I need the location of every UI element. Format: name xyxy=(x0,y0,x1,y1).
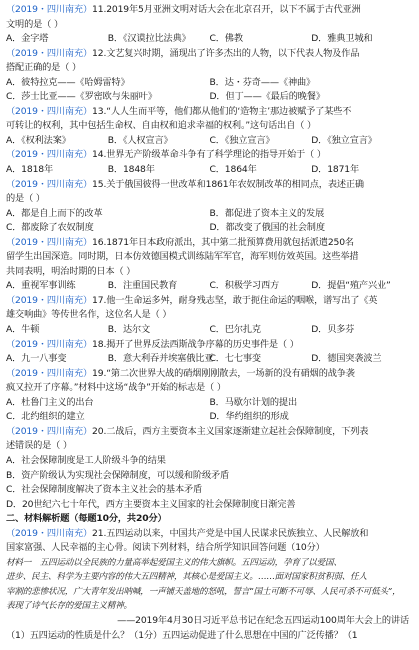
question-number: 21. xyxy=(92,527,107,539)
option-b: B．意大利吞并埃塞俄比亚 xyxy=(107,353,214,365)
option-a: A．社会保障制度是工人阶级斗争的结果 xyxy=(6,454,166,466)
q19-stem-line-1: （2019・四川南充）19.“第二次世界大战的硝烟刚刚散去，一场新的没有硝烟的战争袭 xyxy=(6,367,355,379)
q16-options xyxy=(6,279,413,294)
question-number: 14. xyxy=(92,149,107,161)
option-a: A．牛顿 xyxy=(6,324,40,336)
source-tag: （2019・四川南充） xyxy=(6,527,93,539)
question-number: 18. xyxy=(92,338,107,350)
option-b: B．都促进了资本主义的发展 xyxy=(209,207,325,219)
option-c: C．社会保障制度解决了资本主义社会的基本矛盾 xyxy=(6,484,203,496)
source-tag: （2019・四川南充） xyxy=(6,4,93,15)
q19-options-row-1 xyxy=(6,396,413,411)
option-b: B．达・芬奇——《神曲》 xyxy=(209,76,316,88)
option-d: D．《独立宣言》 xyxy=(311,134,377,146)
material-excerpt-line-1: 材料一 五四运动以全民族的力量高举起爱国主义的伟大旗帜。五四运动，孕育了以爱国、 xyxy=(6,557,342,568)
material-excerpt-line-2: 进步、民主、科学为主要内容的伟大五四精神，其核心是爱国主义。……面对国家积贫积弱、任人 xyxy=(6,572,367,583)
source-tag: （2019・四川南充） xyxy=(6,425,93,437)
question-number: 11. xyxy=(92,4,107,15)
option-b: B．《人权宣言》 xyxy=(107,134,173,146)
q12-options-row-2 xyxy=(6,90,413,105)
q14-stem-line-1: （2019・四川南充）14.世界无产阶级革命斗争有了科学理论的指导开始于（ ） xyxy=(6,149,326,161)
sub-question-1: （1）五四运动的性质是什么？（1分）五四运动促进了什么思想在中国的广泛传播？（1 xyxy=(6,629,358,641)
question-number: 17. xyxy=(92,294,107,306)
q15-stem-line-1: （2019・四川南充）15.关于俄国彼得一世改革和1861年农奴制改革的相同点，表述正确 xyxy=(6,178,364,190)
q17-stem-line-2: 雄交响曲》等传世名作，这位名人是（ ） xyxy=(6,309,172,321)
material-excerpt-line-3: 宰割的悲惨状况，广大青年发出呐喊，一声铺天盖地的怒吼，誓言“国土可断不可辱、人民可杀不可低头”， xyxy=(6,586,401,597)
q17-stem-line-1: （2019・四川南充）17.他一生命运多舛，耐身残志坚，敢于扼住命运的咽喉，谱写出了《英 xyxy=(6,294,378,306)
question-number: 20. xyxy=(92,425,107,437)
q12-stem-line-1: （2019・四川南充）12.文艺复兴时期，涌现出了许多杰出的人物，以下代表人物及作品 xyxy=(6,47,360,59)
option-d: D．都改变了俄国的社会制度 xyxy=(209,222,325,234)
q13-stem-line-1: （2019・四川南充）13.“人人生而平等，他们都从他们的‘造物主’那边被赋予了某些不 xyxy=(6,105,352,117)
section-heading: 二、材料解析题（每题10分，共20分） xyxy=(6,513,167,525)
question-number: 15. xyxy=(92,178,107,190)
option-c: C．巴尔扎克 xyxy=(209,324,261,336)
q15-options-row-1 xyxy=(6,207,413,222)
q20-stem-line-2: 述错误的是（ ） xyxy=(6,440,73,452)
option-b: B．注重国民教育 xyxy=(107,280,178,292)
option-a: A．《权利法案》 xyxy=(6,134,71,146)
q21-stem-line-1: （2019・四川南充）21.五四运动以来，中国共产党是中国人民谋求民族独立、人民解放和 xyxy=(6,527,369,539)
option-b: B．《汉谟拉比法典》 xyxy=(107,33,191,45)
option-c: C．莎士比亚——《罗密欧与朱丽叶》 xyxy=(6,91,157,103)
option-a: A．重视军事训练 xyxy=(6,280,76,292)
q20-stem-line-1: （2019・四川南充）20.二战后，西方主要资本主义国家逐渐建立起社会保障制度，下列表 xyxy=(6,425,369,437)
q15-stem-line-2: 的是（ ） xyxy=(6,193,45,205)
option-a: A．杜鲁门主义的出台 xyxy=(6,396,94,408)
option-a: A．金字塔 xyxy=(6,33,49,45)
q11-stem-line-2: 文明的是（ ） xyxy=(6,18,63,30)
option-c: C．都废除了农奴制度 xyxy=(6,222,94,234)
material-citation: ——2019年4月30日习近平总书记在纪念五四运动100周年大会上的讲话 xyxy=(117,614,409,626)
option-c: C．北约组织的建立 xyxy=(6,411,85,423)
option-c: C．积极学习西方 xyxy=(209,280,280,292)
source-tag: （2019・四川南充） xyxy=(6,236,93,248)
q16-stem-line-2: 留学生出国深造。同时期，日本仿效德国模式训练陆军军官，海军则仿效英国。这些举措 xyxy=(6,251,359,263)
option-c: C．七七事变 xyxy=(209,353,261,365)
q21-stem-line-2: 国家富强、人民幸福的主心骨。阅读下列材料，结合所学知识回答问题（10分） xyxy=(6,542,325,554)
source-tag: （2019・四川南充） xyxy=(6,338,93,350)
option-a: A．彼特拉克——《哈姆雷特》 xyxy=(6,76,130,88)
q13-options xyxy=(6,134,413,149)
option-d: D．贝多芬 xyxy=(311,324,355,336)
option-b: B．资产阶级认为实现社会保障制度，可以缓和阶级矛盾 xyxy=(6,469,230,481)
option-d: D．华约组织的形成 xyxy=(209,411,289,423)
question-number: 19. xyxy=(92,367,107,379)
option-c: C．《独立宣言》 xyxy=(209,134,275,146)
material-excerpt-line-4: 表现了诗气长存的爱国主义精神。 xyxy=(6,601,132,612)
q14-options xyxy=(6,163,413,178)
q11-stem-line-1: （2019・四川南充）11.2019年5月亚洲文明对话大会在北京召开，以下不属于古代亚洲 xyxy=(6,4,361,15)
q19-options-row-2 xyxy=(6,410,413,425)
option-d: D．提倡“殖产兴业” xyxy=(311,280,391,292)
q13-stem-line-2: 可转让的权利，其中包括生命权、自由权和追求幸福的权利。”这句话出自（ ） xyxy=(6,120,317,132)
source-tag: （2019・四川南充） xyxy=(6,294,93,306)
q18-options xyxy=(6,352,413,367)
option-b: B．达尔文 xyxy=(107,324,151,336)
option-d: D．但丁——《最后的晚餐》 xyxy=(209,91,325,103)
option-a: A．1818年 xyxy=(6,164,53,176)
source-tag: （2019・四川南充） xyxy=(6,178,93,190)
option-d: D．20世纪六七十年代，西方主要资本主义国家的社会保障制度日渐完善 xyxy=(6,498,296,510)
q16-stem-line-3: 共同表明，明治时期的日本（ ） xyxy=(6,265,136,277)
option-b: B．马歇尔计划的提出 xyxy=(209,396,297,408)
option-d: D．雅典卫城和 xyxy=(311,33,373,45)
q15-options-row-2 xyxy=(6,221,413,236)
question-number: 12. xyxy=(92,47,107,59)
q18-stem-line-1: （2019・四川南充）18.揭开了世界反法西斯战争序幕的历史事件是（ ） xyxy=(6,338,299,350)
q17-options xyxy=(6,323,413,338)
source-tag: （2019・四川南充） xyxy=(6,47,93,59)
option-a: A．九一八事变 xyxy=(6,353,67,365)
source-tag: （2019・四川南充） xyxy=(6,105,93,117)
option-d: D．1871年 xyxy=(311,164,360,176)
source-tag: （2019・四川南充） xyxy=(6,367,93,379)
q12-stem-line-2: 搭配正确的是（ ） xyxy=(6,62,82,74)
question-number: 16. xyxy=(92,236,107,248)
source-tag: （2019・四川南充） xyxy=(6,149,93,161)
q12-options-row-1 xyxy=(6,76,413,91)
q19-stem-line-2: 疯又拉开了序幕。”材料中这场“战争”开始的标志是（ ） xyxy=(6,382,226,394)
option-b: B．1848年 xyxy=(107,164,155,176)
option-a: A．都是自上而下的改革 xyxy=(6,207,103,219)
option-c: C．1864年 xyxy=(209,164,257,176)
q16-stem-line-1: （2019・四川南充）16.1871年日本政府派出，其中第二批预算费用就包括派遣250名 xyxy=(6,236,354,248)
question-number: 13. xyxy=(92,105,107,117)
q11-options xyxy=(6,32,413,47)
option-c: C．佛教 xyxy=(209,33,243,45)
option-d: D．德国突袭波兰 xyxy=(311,353,382,365)
